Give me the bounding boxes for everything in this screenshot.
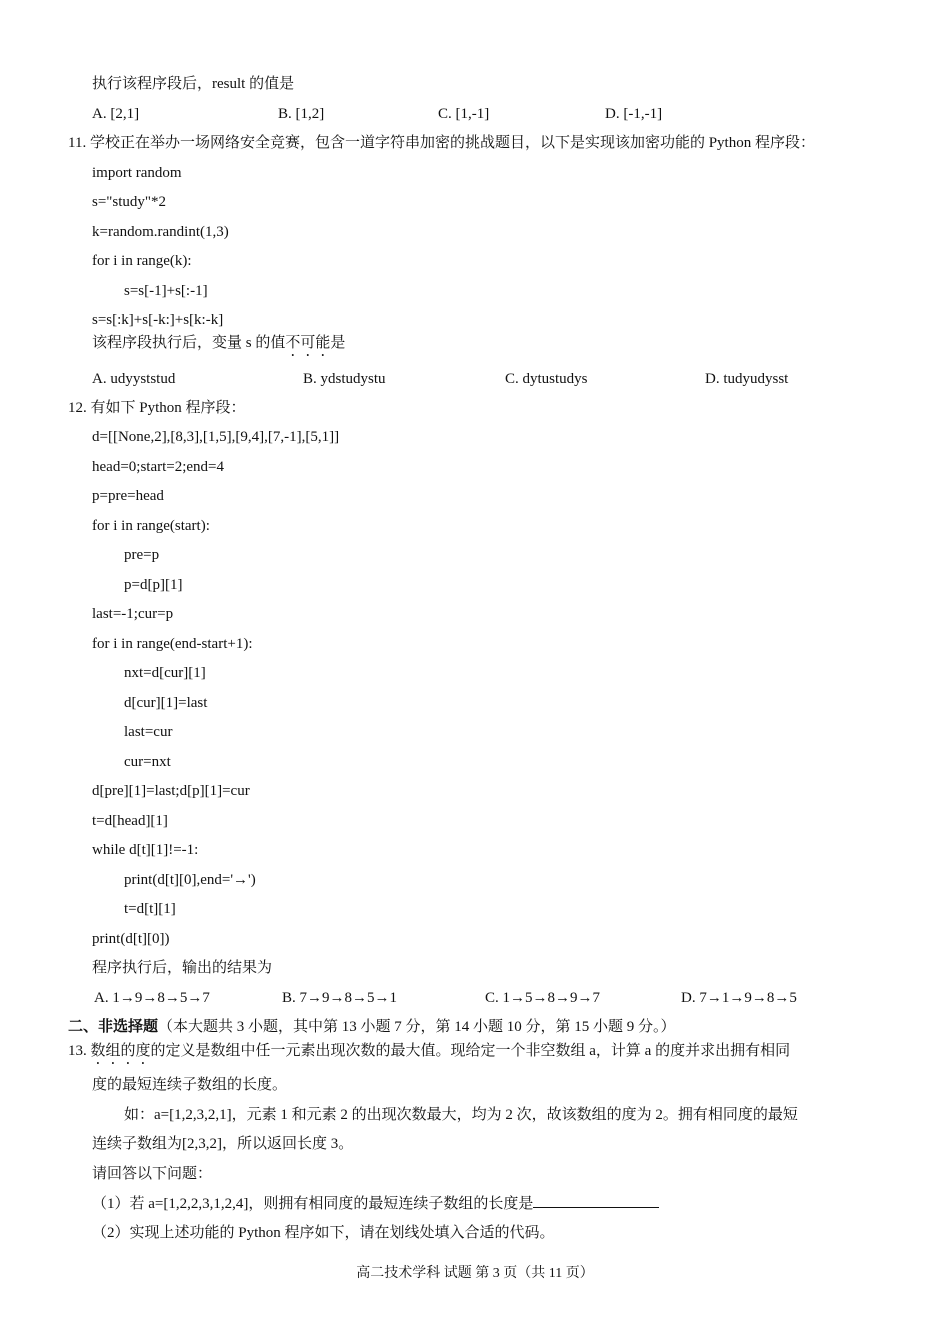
q11-code-line: s=s[:k]+s[-k:]+s[k:-k] [92,312,224,328]
q12-question: 程序执行后，输出的结果为 [92,960,273,976]
q13-prompt: 请回答以下问题： [92,1166,213,1182]
q12-option-d: D. 7→1→9→8→5 [681,990,797,1006]
q13-sub-1 [92,1193,659,1214]
section-heading [68,1017,676,1037]
q11-code-line: k=random.randint(1,3) [92,224,229,240]
q13-emphasis: 数组的度 [90,1043,151,1059]
q11-question [92,333,345,360]
q12-code-line: for i in range(start): [92,518,210,534]
q12-code-line: d=[[None,2],[8,3],[1,5],[9,4],[7,-1],[5,1]] [92,429,340,445]
q12-code-line: last=-1;cur=p [92,606,174,622]
q13-line-1 [68,1041,790,1068]
q12-code-line: p=d[p][1] [124,577,183,593]
q11-code-line: s=s[-1]+s[:-1] [124,283,208,299]
q13-sub-2: （2）实现上述功能的 Python 程序如下，请在划线处填入合适的代码。 [92,1225,555,1241]
q11-option-b: B. ydstudystu [303,371,386,387]
q11-option-a: A. udyyststud [92,371,176,387]
q11-code-line: s="study"*2 [92,194,167,210]
q10-stem: 执行该程序段后，result 的值是 [92,76,295,92]
q13-example-2: 连续子数组为[2,3,2]，所以返回长度 3。 [92,1136,354,1152]
q12-code-line: d[pre][1]=last;d[p][1]=cur [92,783,250,799]
q12-code-line: t=d[t][1] [124,901,176,917]
q10-option-a: A. [2,1] [92,106,140,122]
q11-question-emphasis: 不可能 [285,335,331,351]
q11-question-pre: 该程序段执行后，变量 s 的值 [92,335,286,351]
q12-code-line: d[cur][1]=last [124,695,208,711]
q12-code-line: pre=p [124,547,160,563]
q12-code-line: print(d[t][0],end='→') [124,872,256,888]
q11-option-d: D. tudyudysst [705,371,789,387]
q12-option-c: C. 1→5→8→9→7 [485,990,601,1006]
q10-option-d: D. [-1,-1] [605,106,663,122]
q12-code-line: nxt=d[cur][1] [124,665,206,681]
section-title: 二、非选择题 [68,1019,159,1035]
q12-code-line: for i in range(end-start+1): [92,636,253,652]
q12-code-line: print(d[t][0]) [92,931,170,947]
q12-code-line: head=0;start=2;end=4 [92,459,225,475]
q12-code-line: last=cur [124,724,173,740]
q12-stem: 12. 有如下 Python 程序段： [68,400,246,416]
q11-stem: 11. 学校正在举办一场网络安全竞赛，包含一道字符串加密的挑战题目，以下是实现该加密功能的 Python 程序段： [68,135,815,151]
q11-code-line: import random [92,165,182,181]
q12-code-line: while d[t][1]!=-1: [92,842,199,858]
answer-blank[interactable] [533,1193,659,1208]
q13-number: 13. [68,1043,91,1059]
q12-code-line: p=pre=head [92,488,164,504]
q11-code-line: for i in range(k): [92,253,192,269]
q10-option-c: C. [1,-1] [438,106,490,122]
q13-line-2: 度的最短连续子数组的长度。 [92,1077,288,1093]
q13-line1-text: 的定义是数组中任一元素出现次数的最大值。现给定一个非空数组 a，计算 a 的度并求出拥有相同 [150,1043,791,1059]
q11-question-post: 是 [330,335,346,351]
q13-sub1-text: （1）若 a=[1,2,2,3,1,2,4]，则拥有相同度的最短连续子数组的长度是 [92,1196,534,1212]
q12-code-line: cur=nxt [124,754,171,770]
q12-code-line: t=d[head][1] [92,813,168,829]
page-footer: 高二技术学科 试题 第 3 页（共 11 页） [356,1266,594,1281]
q10-option-b: B. [1,2] [278,106,325,122]
q12-option-b: B. 7→9→8→5→1 [282,990,398,1006]
q11-option-c: C. dytustudys [505,371,588,387]
q12-option-a: A. 1→9→8→5→7 [94,990,210,1006]
section-desc: （本大题共 3 小题，其中第 13 小题 7 分，第 14 小题 10 分，第 15 小题 9 分。） [158,1019,676,1035]
q13-example-1: 如：a=[1,2,3,2,1]，元素 1 和元素 2 的出现次数最大，均为 2 次，故该数组的度为 2。拥有相同度的最短 [124,1107,798,1123]
